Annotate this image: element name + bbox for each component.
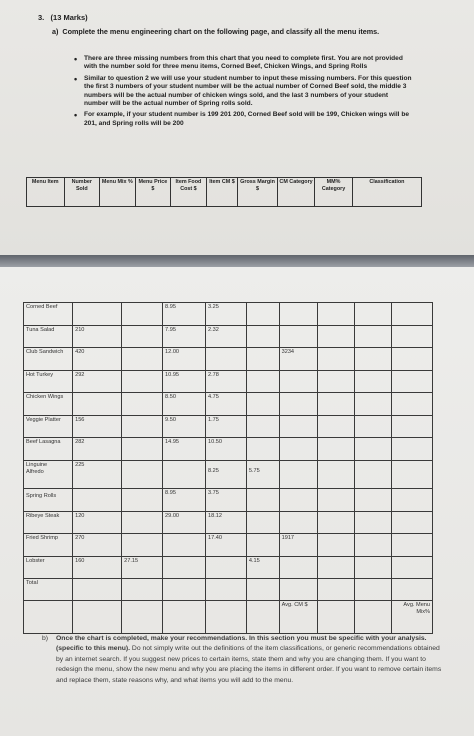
table-row [24, 460, 433, 489]
cell-cm-category[interactable] [318, 303, 355, 326]
cell-mix[interactable] [122, 393, 163, 416]
cell-cm[interactable] [246, 303, 279, 326]
cell-gm[interactable] [279, 489, 318, 512]
cell-cm-category[interactable] [318, 438, 355, 461]
cell-mix[interactable] [122, 415, 163, 438]
cell-cm-category[interactable] [318, 325, 355, 348]
cell-gm[interactable] [279, 415, 318, 438]
cell-classification[interactable] [392, 489, 433, 512]
part-b-bold-text: Once the chart is completed, make your recommendations. In this section you must be specific with your analysis. (specific to this menu). [56, 635, 427, 653]
table-row [24, 370, 433, 393]
cell-mm-category[interactable] [355, 415, 392, 438]
cell-price: 29.00 [163, 511, 206, 534]
menu-engineering-table [23, 302, 433, 634]
cell-cost: 2.32 [205, 325, 246, 348]
header-menu-price: Menu Price $ [135, 178, 171, 207]
cell-mm-category[interactable] [355, 348, 392, 371]
bullet-missing-numbers: • There are three missing numbers from this chart that you need to complete first. You are not provided with the number sold for three menu items, Corned Beef, Chicken Wings, and Spring Rolls [84, 55, 414, 72]
cell-classification[interactable] [392, 438, 433, 461]
table-row [24, 415, 433, 438]
table-row [24, 511, 433, 534]
cell-classification[interactable] [392, 415, 433, 438]
cell-mix[interactable] [122, 438, 163, 461]
total-empty [392, 579, 433, 601]
cell-sold: 156 [73, 415, 122, 438]
cell-cm: 5.75 [246, 460, 279, 489]
chart-header-table [26, 177, 422, 207]
table-row [24, 393, 433, 416]
cell-cm[interactable] [246, 370, 279, 393]
bullet-example: • For example, if your student number is 199 201 200, Corned Beef sold will be 199, Chicken wings will be 201, and Spring rolls will be 200 [84, 111, 414, 128]
cell-price: 8.95 [163, 303, 206, 326]
cell-item: Veggie Platter [24, 415, 73, 438]
cell-mm-category[interactable] [355, 393, 392, 416]
total-empty [246, 579, 279, 601]
table-row [24, 489, 433, 512]
cell-gm[interactable] [279, 370, 318, 393]
cell-mm-category[interactable] [355, 460, 392, 489]
cell-gm[interactable] [279, 511, 318, 534]
avg-empty [318, 601, 355, 634]
cell-cost: 4.75 [205, 393, 246, 416]
cell-cost: 8.25 [205, 460, 246, 489]
cell-mm-category[interactable] [355, 489, 392, 512]
cell-price: 7.95 [163, 325, 206, 348]
cell-cm-category[interactable] [318, 348, 355, 371]
cell-classification[interactable] [392, 303, 433, 326]
part-a-text: Complete the menu engineering chart on the following page, and classify all the menu items. [62, 27, 380, 36]
bullet-student-number: • Similar to question 2 we will use your student number to input these missing numbers. For this question the first 3 numbers of your student number will be the actual number of Corned Beef sold, the middle 3 numbers will be the actual number of chicken wings sold, and the last 3 numbers of your student number will be the actual number of Spring rolls sold. [84, 75, 414, 109]
cell-classification[interactable] [392, 534, 433, 557]
header-number-sold: Number Sold [64, 178, 100, 207]
part-b-instruction [42, 634, 442, 686]
cell-item: Lobster [24, 556, 73, 579]
total-empty [318, 579, 355, 601]
cell-gm[interactable] [279, 303, 318, 326]
header-cm-category: CM Category [277, 178, 315, 207]
avg-empty [205, 601, 246, 634]
cell-mm-category[interactable] [355, 303, 392, 326]
cell-cm-category[interactable] [318, 534, 355, 557]
cell-gm[interactable] [279, 393, 318, 416]
header-menu-mix: Menu Mix % [100, 178, 136, 207]
cell-sold: 420 [73, 348, 122, 371]
cell-cm[interactable] [246, 325, 279, 348]
cell-mix[interactable] [122, 489, 163, 512]
cell-classification[interactable] [392, 348, 433, 371]
cell-cm-category[interactable] [318, 460, 355, 489]
cell-price: 10.95 [163, 370, 206, 393]
cell-sold[interactable] [73, 393, 122, 416]
part-a-instruction [52, 27, 392, 37]
total-gm[interactable] [279, 579, 318, 601]
cell-cost: 3.75 [205, 489, 246, 512]
cell-cost: 3.25 [205, 303, 246, 326]
cell-item: Club Sandwich [24, 348, 73, 371]
cell-mix[interactable] [122, 460, 163, 489]
header-food-cost: Item Food Cost $ [171, 178, 207, 207]
cell-sold: 120 [73, 511, 122, 534]
cell-cost[interactable] [205, 348, 246, 371]
cell-cm-category[interactable] [318, 489, 355, 512]
header-gross-margin: Gross Margin $ [238, 178, 278, 207]
total-sold[interactable] [73, 579, 122, 601]
cell-cm-category[interactable] [318, 370, 355, 393]
cell-price: 9.50 [163, 415, 206, 438]
cell-mm-category[interactable] [355, 438, 392, 461]
cell-mix[interactable] [122, 303, 163, 326]
cell-item: Chicken Wings [24, 393, 73, 416]
cell-sold: 292 [73, 370, 122, 393]
cell-item: Spring Rolls [24, 489, 73, 512]
cell-cm[interactable] [246, 348, 279, 371]
avg-empty [122, 601, 163, 634]
avg-cm-label: Avg. CM $ [281, 602, 308, 608]
question-marks: (13 Marks) [50, 13, 88, 22]
cell-mix[interactable] [122, 348, 163, 371]
cell-mix[interactable] [122, 511, 163, 534]
cell-cm: 4.15 [246, 556, 279, 579]
cell-cm[interactable] [246, 534, 279, 557]
cell-gm: 1917 [279, 534, 318, 557]
cell-cost[interactable] [205, 556, 246, 579]
cell-item: Ribeye Steak [24, 511, 73, 534]
cell-cm[interactable] [246, 393, 279, 416]
cell-mix[interactable] [122, 325, 163, 348]
cell-classification[interactable] [392, 460, 433, 489]
cell-mm-category[interactable] [355, 370, 392, 393]
table-row [24, 325, 433, 348]
cell-cm-category[interactable] [318, 415, 355, 438]
cell-item: Hot Turkey [24, 370, 73, 393]
cell-gm[interactable] [279, 460, 318, 489]
cell-item: Tuna Salad [24, 325, 73, 348]
avg-mix-label: Avg. Menu Mix% [403, 602, 431, 615]
total-empty [355, 579, 392, 601]
cell-sold: 210 [73, 325, 122, 348]
cell-mix[interactable] [122, 370, 163, 393]
page-gap [0, 255, 474, 267]
total-empty [163, 579, 206, 601]
cell-cost: 17.40 [205, 534, 246, 557]
average-row [24, 601, 433, 634]
cell-sold[interactable] [73, 489, 122, 512]
cell-cm[interactable] [246, 415, 279, 438]
cell-sold[interactable] [73, 303, 122, 326]
cell-classification[interactable] [392, 511, 433, 534]
cell-item: Beef Lasagna [24, 438, 73, 461]
cell-price: 12.00 [163, 348, 206, 371]
cell-classification[interactable] [392, 370, 433, 393]
cell-mm-category[interactable] [355, 534, 392, 557]
avg-empty [246, 601, 279, 634]
cell-item: Fried Shrimp [24, 534, 73, 557]
total-mix[interactable] [122, 579, 163, 601]
table-row [24, 438, 433, 461]
header-mm-category: MM% Category [315, 178, 353, 207]
instruction-bullets [84, 55, 414, 131]
cell-cm[interactable] [246, 489, 279, 512]
cell-item: Linguine Alfredo [24, 460, 73, 489]
cell-price[interactable] [163, 556, 206, 579]
cell-gm[interactable] [279, 438, 318, 461]
avg-empty [73, 601, 122, 634]
cell-cm-category[interactable] [318, 556, 355, 579]
cell-classification[interactable] [392, 393, 433, 416]
cell-cost: 18.12 [205, 511, 246, 534]
cell-mm-category[interactable] [355, 325, 392, 348]
cell-cm-category[interactable] [318, 393, 355, 416]
table-row [24, 303, 433, 326]
cell-price[interactable] [163, 534, 206, 557]
cell-cm-category[interactable] [318, 511, 355, 534]
cell-price: 14.95 [163, 438, 206, 461]
table-row [24, 556, 433, 579]
cell-gm[interactable] [279, 325, 318, 348]
avg-cm-cell[interactable] [279, 601, 318, 634]
avg-mix-cell[interactable] [392, 601, 433, 634]
avg-empty [355, 601, 392, 634]
cell-mix[interactable] [122, 534, 163, 557]
total-row [24, 579, 433, 601]
part-a-label: a) [52, 27, 59, 36]
cell-sold: 225 [73, 460, 122, 489]
cell-cost: 10.50 [205, 438, 246, 461]
assignment-page-top [0, 0, 474, 255]
part-b-label: b) [42, 635, 49, 642]
header-classification: Classification [352, 178, 421, 207]
cell-mm-category[interactable] [355, 511, 392, 534]
header-item-cm: Item CM $ [206, 178, 238, 207]
cell-sold: 160 [73, 556, 122, 579]
cell-sold: 282 [73, 438, 122, 461]
cell-price[interactable] [163, 460, 206, 489]
cell-cost: 1.75 [205, 415, 246, 438]
cell-price: 8.95 [163, 489, 206, 512]
part-b-text: Do not simply write out the definitions of the item classifications, or generic recommendations obtained by an internet search. If you suggest new prices to certain items, state them and why you are changing them. If you want to redesign the menu, show the new menu and why you are placing the items in different order. If you want to remove certain items and replace them, state reasons why, and what items you will add to the menu. [56, 645, 442, 684]
cell-classification[interactable] [392, 325, 433, 348]
cell-cost: 2.78 [205, 370, 246, 393]
cell-cm[interactable] [246, 511, 279, 534]
total-empty [205, 579, 246, 601]
table-row [24, 348, 433, 371]
table-row [24, 534, 433, 557]
avg-empty [24, 601, 73, 634]
question-number: 3. [38, 13, 45, 22]
cell-price: 8.50 [163, 393, 206, 416]
avg-empty [163, 601, 206, 634]
cell-item: Corned Beef [24, 303, 73, 326]
question-heading [38, 13, 88, 22]
header-menu-item: Menu Item [27, 178, 65, 207]
cell-gm[interactable] [279, 556, 318, 579]
cell-cm[interactable] [246, 438, 279, 461]
cell-classification[interactable] [392, 556, 433, 579]
cell-mix: 27.15 [122, 556, 163, 579]
cell-gm: 3234 [279, 348, 318, 371]
total-label: Total [24, 579, 73, 601]
cell-mm-category[interactable] [355, 556, 392, 579]
cell-sold: 270 [73, 534, 122, 557]
